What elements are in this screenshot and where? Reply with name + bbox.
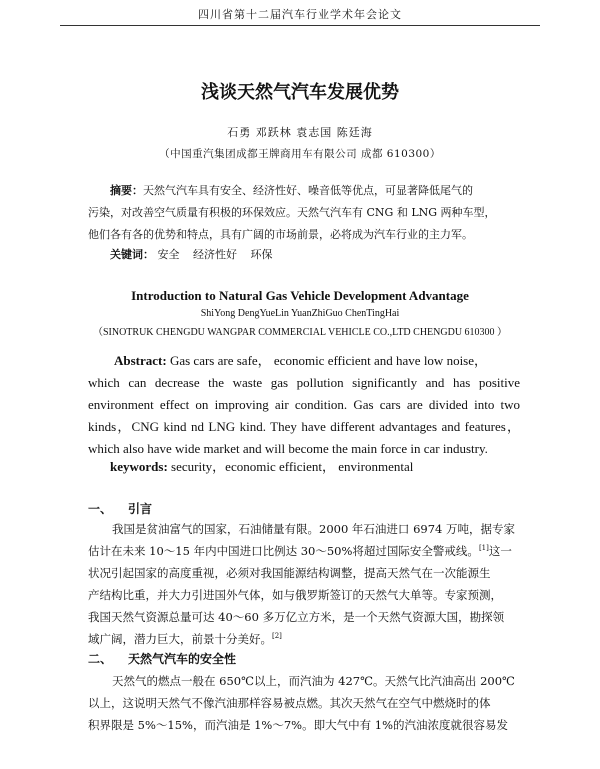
affiliation-zh: （中国重汽集团成都王牌商用车有限公司 成都 610300） xyxy=(159,148,441,160)
keywords-zh-label: 关键词： xyxy=(110,248,154,261)
keyword-item: 环保 xyxy=(250,248,273,261)
section-heading xyxy=(88,500,152,517)
body-line: 天然气的燃点一般在 650℃以上，而汽油为 427℃。天然气比汽油高出 200℃ xyxy=(112,674,515,688)
affiliation-en: （SINOTRUK CHENGDU WANGPAR COMMERCIAL VEHICLE CO.,LTD CHENGDU 610300 ） xyxy=(92,327,508,338)
keyword-item: 安全 xyxy=(157,248,180,261)
running-header: 四川省第十二届汽车行业学术年会论文 xyxy=(60,6,540,26)
section-body xyxy=(88,518,520,650)
body-line: 域广阔，潜力巨大，前景十分美好。[2] xyxy=(88,632,282,646)
body-line: 估计在未来 10～15 年内中国进口比例达 30～50%将超过国际安全警戒线。[1]这一 xyxy=(88,544,512,558)
section-heading xyxy=(88,650,236,667)
keywords-en xyxy=(110,456,413,475)
abstract-en-line: kinds，CNG kind nd LNG kind. They have different advantages and features， xyxy=(88,419,520,434)
title-zh: 浅谈天然气汽车发展优势 xyxy=(201,82,399,103)
keywords-zh xyxy=(110,246,273,262)
body-line: 我国是贫油富气的国家，石油储量有限。2000 年石油进口 6974 万吨，据专家 xyxy=(112,522,515,536)
title-en: Introduction to Natural Gas Vehicle Development Advantage xyxy=(131,288,469,303)
section-title: 引言 xyxy=(128,502,153,516)
citation: [1] xyxy=(478,544,489,553)
body-line: 产结构比重，并大力引进国外气体，如与俄罗斯签订的天然气大单等。专家预测， xyxy=(88,588,502,602)
abstract-en-line: which can decrease the waste gas pollution significantly and has positive xyxy=(88,375,520,390)
abstract-en-line: Abstract: Gas cars are safe， economic efficient and have low noise， xyxy=(114,353,488,368)
abstract-zh-label: 摘要： xyxy=(110,184,143,197)
body-line: 状况引起国家的高度重视，必须对我国能源结构调整，提高天然气在一次能源生 xyxy=(88,566,491,580)
body-line: 积界限是 5%～15%，而汽油是 1%～7%。即大气中有 1%的汽油浓度就很容易发 xyxy=(88,718,508,732)
body-line: 我国天然气资源总量可达 40～60 多万亿立方米，是一个天然气资源大国，勘探领 xyxy=(88,610,505,624)
authors-zh: 石勇 邓跃林 袁志国 陈廷海 xyxy=(227,126,373,139)
section-number: 一、 xyxy=(88,502,113,516)
authors-en: ShiYong DengYueLin YuanZhiGuo ChenTingHai xyxy=(200,308,400,319)
keywords-en-text: security，economic efficient， environmental xyxy=(167,459,414,474)
section-body xyxy=(88,670,520,736)
citation: [2] xyxy=(272,632,282,641)
section-title: 天然气汽车的安全性 xyxy=(128,652,237,666)
keywords-en-label: keywords: xyxy=(110,459,168,474)
abstract-en-line: environment effect on improving air condition. Gas cars are divided into two xyxy=(88,397,520,412)
section-number: 二、 xyxy=(88,652,113,666)
body-line: 以上，这说明天然气不像汽油那样容易被点燃。其次天然气在空气中燃烧时的体 xyxy=(88,696,491,710)
keyword-item: 经济性好 xyxy=(193,248,237,261)
abstract-zh-line: 摘要：天然气汽车具有安全、经济性好、噪音低等优点，可显著降低尾气的 xyxy=(110,184,473,197)
abstract-en-line: which also have wide market and will become the main force in car industry. xyxy=(88,441,488,456)
abstract-zh-line: 污染，对改善空气质量有积极的环保效应。天然气汽车有 CNG 和 LNG 两种车型， xyxy=(88,206,496,219)
abstract-zh-line: 他们各有各的优势和特点，具有广阔的市场前景，必将成为汽车行业的主力军。 xyxy=(88,228,473,241)
abstract-en-label: Abstract: xyxy=(114,353,167,368)
abstract-en xyxy=(88,350,520,460)
abstract-zh xyxy=(88,180,520,246)
